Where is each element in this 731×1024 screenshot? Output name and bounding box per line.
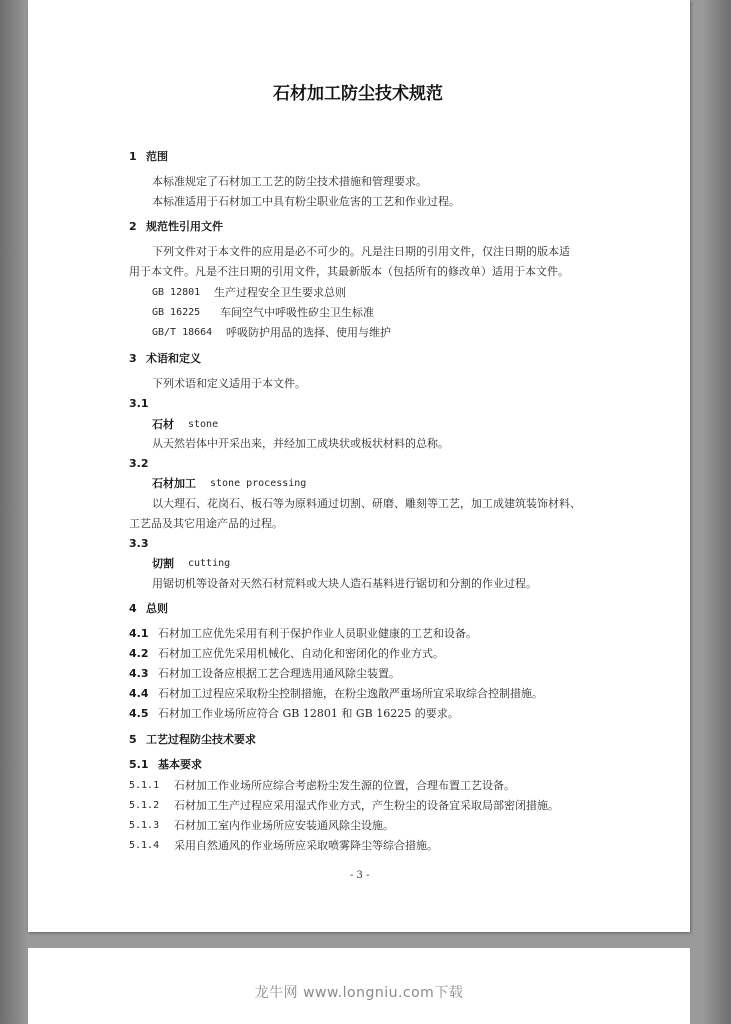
clause-text: 石材加工作业场所应符合 GB 12801 和 GB 16225 的要求。	[158, 707, 459, 720]
section-4-number: 4	[129, 602, 137, 615]
definition-term: 石材加工	[152, 477, 196, 490]
clause-number: 4.2	[129, 647, 149, 660]
clause-number: 5.1.2	[129, 800, 160, 811]
definition-text: 工艺品及其它用途产品的过程。	[129, 517, 283, 530]
clause-text: 采用自然通风的作业场所应采取喷雾降尘等综合措施。	[174, 839, 438, 852]
definition-term: 切割	[152, 557, 174, 570]
section-2-number: 2	[129, 220, 137, 233]
clause-text: 石材加工应优先采用机械化、自动化和密闭化的作业方式。	[158, 647, 444, 660]
document-title: 石材加工防尘技术规范	[273, 84, 443, 104]
definition-term-en: stone	[188, 419, 219, 430]
reference-code: GB 12801	[152, 287, 201, 298]
clause-number: 4.3	[129, 667, 149, 680]
subsection-title: 基本要求	[158, 758, 202, 771]
section-3-title: 术语和定义	[146, 352, 201, 365]
subsection-number: 5.1	[129, 758, 149, 771]
clause-number: 4.1	[129, 627, 149, 640]
section-5-number: 5	[129, 733, 137, 746]
paragraph: 本标准适用于石材加工中具有粉尘职业危害的工艺和作业过程。	[152, 195, 460, 208]
clause-text: 石材加工应优先采用有利于保护作业人员职业健康的工艺和设备。	[158, 627, 477, 640]
section-3-number: 3	[129, 352, 137, 365]
paragraph: 用于本文件。凡是不注日期的引用文件，其最新版本（包括所有的修改单）适用于本文件。	[129, 265, 569, 278]
clause-number: 4.4	[129, 687, 149, 700]
section-1-title: 范围	[146, 150, 168, 163]
document-page	[28, 0, 690, 932]
clause-text: 石材加工过程应采取粉尘控制措施，在粉尘逸散严重场所宜采取综合控制措施。	[158, 687, 543, 700]
section-4-title: 总则	[146, 602, 168, 615]
paragraph: 下列文件对于本文件的应用是必不可少的。凡是注日期的引用文件，仅注日期的版本适	[152, 245, 570, 258]
clause-text: 石材加工生产过程应采用湿式作业方式，产生粉尘的设备宜采取局部密闭措施。	[174, 799, 559, 812]
section-5-title: 工艺过程防尘技术要求	[146, 733, 256, 746]
clause-number: 4.5	[129, 707, 149, 720]
page-number: - 3 -	[350, 870, 370, 881]
clause-text: 石材加工室内作业场所应安装通风除尘设施。	[174, 819, 394, 832]
reference-name: 生产过程安全卫生要求总则	[214, 286, 346, 299]
paragraph: 本标准规定了石材加工工艺的防尘技术措施和管理要求。	[152, 175, 427, 188]
definition-number: 3.2	[129, 457, 149, 470]
footer-bar	[28, 948, 690, 1024]
section-2-title: 规范性引用文件	[146, 220, 223, 233]
footer-watermark: 龙牛网 www.longniu.com下载	[254, 985, 464, 1001]
definition-text: 从天然岩体中开采出来，并经加工成块状或板状材料的总称。	[152, 437, 449, 450]
clause-number: 5.1.3	[129, 820, 160, 831]
section-1-number: 1	[129, 150, 137, 163]
reference-code: GB 16225	[152, 307, 201, 318]
reference-name: 呼吸防护用品的选择、使用与维护	[226, 326, 391, 339]
definition-text: 以大理石、花岗石、板石等为原料通过切割、研磨、雕刻等工艺，加工成建筑装饰材料、	[152, 497, 581, 510]
clause-number: 5.1.1	[129, 780, 160, 791]
clause-text: 石材加工设备应根据工艺合理选用通风除尘装置。	[158, 667, 400, 680]
paragraph: 下列术语和定义适用于本文件。	[152, 377, 306, 390]
reference-code: GB/T 18664	[152, 327, 213, 338]
definition-term: 石材	[152, 418, 174, 431]
reference-name: 车间空气中呼吸性矽尘卫生标准	[220, 306, 374, 319]
definition-term-en: stone processing	[210, 478, 307, 489]
definition-number: 3.1	[129, 397, 149, 410]
clause-text: 石材加工作业场所应综合考虑粉尘发生源的位置，合理布置工艺设备。	[174, 779, 515, 792]
definition-term-en: cutting	[188, 558, 231, 569]
clause-number: 5.1.4	[129, 840, 160, 851]
definition-number: 3.3	[129, 537, 149, 550]
definition-text: 用锯切机等设备对天然石材荒料或大块人造石基料进行锯切和分割的作业过程。	[152, 577, 537, 590]
